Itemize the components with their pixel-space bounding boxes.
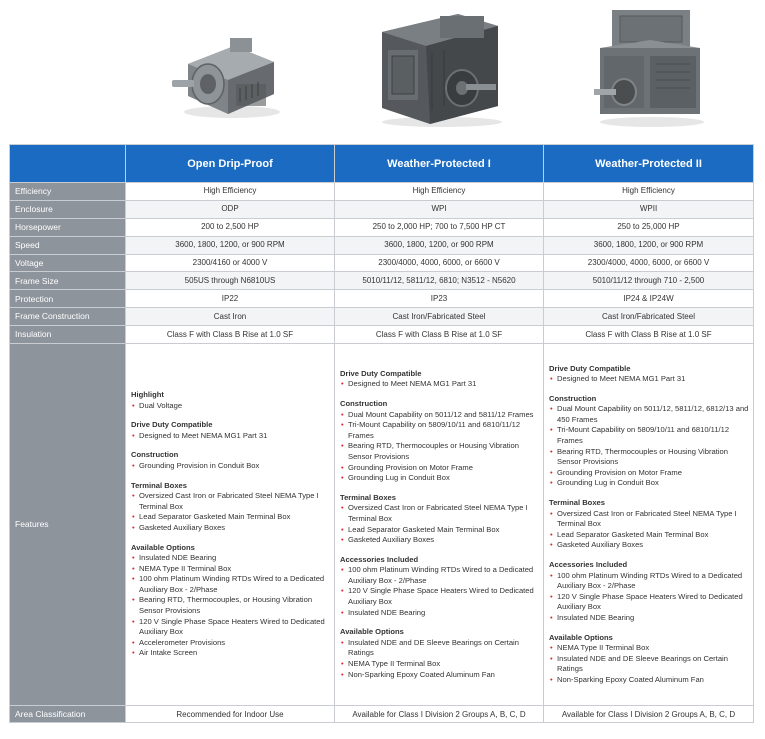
feature-item: • Air Intake Screen — [131, 648, 330, 659]
feature-item: • Lead Separator Gasketed Main Terminal Box — [340, 525, 539, 536]
spec-label: Insulation — [10, 326, 126, 344]
feature-section-title: Highlight — [131, 389, 164, 399]
feature-item: • Dual Mount Capability on 5011/12 and 5811/12 Frames — [340, 410, 539, 421]
spec-value: Class F with Class B Rise at 1.0 SF — [544, 326, 754, 344]
spec-row — [10, 290, 754, 308]
feature-item: • 120 V Single Phase Space Heaters Wired to Dedicated Auxiliary Box — [340, 586, 539, 607]
feature-item: • Oversized Cast Iron or Fabricated Steel NEMA Type I Terminal Box — [340, 503, 539, 524]
features-open-drip-proof — [126, 344, 335, 706]
feature-item: • NEMA Type II Terminal Box — [340, 659, 539, 670]
spec-value: High Efficiency — [335, 183, 544, 201]
feature-item: • Grounding Provision on Motor Frame — [549, 468, 749, 479]
feature-section-title: Construction — [131, 450, 179, 460]
feature-item: • NEMA Type II Terminal Box — [131, 564, 330, 575]
spec-row — [10, 308, 754, 326]
header-open-drip-proof: Open Drip-Proof — [126, 145, 335, 183]
feature-item: • Designed to Meet NEMA MG1 Part 31 — [131, 431, 330, 442]
spec-value: 250 to 2,000 HP; 700 to 7,500 HP CT — [335, 218, 544, 236]
feature-list — [340, 503, 539, 545]
feature-list — [549, 374, 749, 385]
spec-label: Frame Construction — [10, 308, 126, 326]
feature-item: • Oversized Cast Iron or Fabricated Steel NEMA Type I Terminal Box — [131, 491, 330, 512]
features-label: Features — [10, 344, 126, 706]
spec-label: Speed — [10, 236, 126, 254]
feature-item: • Tri-Mount Capability on 5809/10/11 and 6810/11/12 Frames — [340, 420, 539, 441]
spec-rows — [10, 183, 754, 344]
feature-item: • 100 ohm Platinum Winding RTDs Wired to a Dedicated Auxiliary Box - 2/Phase — [549, 571, 749, 592]
header-blank-cell — [10, 145, 126, 183]
spec-value: Cast Iron/Fabricated Steel — [544, 308, 754, 326]
features-weather-protected-i — [335, 344, 544, 706]
feature-list — [131, 461, 330, 472]
feature-list — [340, 379, 539, 390]
spec-value: 3600, 1800, 1200, or 900 RPM — [335, 236, 544, 254]
feature-item: • Gasketed Auxiliary Boxes — [549, 540, 749, 551]
features-row — [10, 344, 754, 706]
feature-item: • Tri-Mount Capability on 5809/10/11 and 6810/11/12 Frames — [549, 425, 749, 446]
spec-table — [9, 144, 754, 723]
feature-section-title: Available Options — [549, 632, 613, 642]
product-images — [0, 0, 765, 140]
feature-section-title: Drive Duty Compatible — [131, 420, 213, 430]
feature-section-title: Construction — [549, 393, 597, 403]
area-classification-label: Area Classification — [10, 706, 126, 723]
feature-item: • 100 ohm Platinum Winding RTDs Wired to a Dedicated Auxiliary Box - 2/Phase — [340, 565, 539, 586]
spec-label: Efficiency — [10, 183, 126, 201]
feature-list — [549, 643, 749, 685]
feature-item: • Dual Voltage — [131, 401, 330, 412]
spec-value: IP24 & IP24W — [544, 290, 754, 308]
feature-item: • Gasketed Auxiliary Boxes — [131, 523, 330, 534]
feature-item: • 120 V Single Phase Space Heaters Wired to Dedicated Auxiliary Box — [131, 617, 330, 638]
spec-label: Frame Size — [10, 272, 126, 290]
feature-item: • Grounding Provision on Motor Frame — [340, 463, 539, 474]
feature-list — [549, 404, 749, 489]
spec-row — [10, 236, 754, 254]
feature-item: • Bearing RTD, Thermocouples or Housing Vibration Sensor Provisions — [340, 441, 539, 462]
spec-value: IP23 — [335, 290, 544, 308]
feature-list — [549, 571, 749, 624]
spec-value: 250 to 25,000 HP — [544, 218, 754, 236]
feature-item: • Non-Sparking Epoxy Coated Aluminum Fan — [340, 670, 539, 681]
feature-item: • Insulated NDE and DE Sleeve Bearings on Certain Ratings — [340, 638, 539, 659]
feature-section-title: Accessories Included — [340, 554, 419, 564]
spec-value: WPI — [335, 200, 544, 218]
features-weather-protected-ii — [544, 344, 754, 706]
spec-value: 5010/11/12 through 710 - 2,500 — [544, 272, 754, 290]
feature-item: • Insulated NDE Bearing — [131, 553, 330, 564]
spec-label: Voltage — [10, 254, 126, 272]
area-open-drip-proof: Recommended for Indoor Use — [126, 706, 335, 723]
feature-item: • Dual Mount Capability on 5011/12, 5811/12, 6812/13 and 450 Frames — [549, 404, 749, 425]
spec-value: 3600, 1800, 1200, or 900 RPM — [544, 236, 754, 254]
feature-section-title: Available Options — [131, 542, 195, 552]
spec-value: Cast Iron/Fabricated Steel — [335, 308, 544, 326]
wpi-motor-image — [370, 10, 510, 128]
feature-section-title: Construction — [340, 398, 388, 408]
spec-row — [10, 272, 754, 290]
feature-item: • Insulated NDE Bearing — [549, 613, 749, 624]
spec-value: 505US through N6810US — [126, 272, 335, 290]
feature-item: • Oversized Cast Iron or Fabricated Steel NEMA Type I Terminal Box — [549, 509, 749, 530]
odp-motor-image — [170, 22, 290, 122]
spec-value: Class F with Class B Rise at 1.0 SF — [126, 326, 335, 344]
feature-item: • Accelerometer Provisions — [131, 638, 330, 649]
spec-value: 2300/4000, 4000, 6000, or 6600 V — [544, 254, 754, 272]
spec-row — [10, 218, 754, 236]
feature-section-title: Drive Duty Compatible — [549, 363, 631, 373]
spec-row — [10, 200, 754, 218]
feature-item: • Grounding Lug in Conduit Box — [340, 473, 539, 484]
spec-value: 2300/4000, 4000, 6000, or 6600 V — [335, 254, 544, 272]
feature-section-title: Terminal Boxes — [131, 480, 187, 490]
feature-item: • Lead Separator Gasketed Main Terminal Box — [131, 512, 330, 523]
feature-item: • 120 V Single Phase Space Heaters Wired to Dedicated Auxiliary Box — [549, 592, 749, 613]
feature-list — [340, 565, 539, 618]
spec-row — [10, 183, 754, 201]
spec-label: Enclosure — [10, 200, 126, 218]
spec-value: ODP — [126, 200, 335, 218]
feature-item: • Insulated NDE Bearing — [340, 608, 539, 619]
area-weather-protected-i: Available for Class I Division 2 Groups A, B, C, D — [335, 706, 544, 723]
feature-list — [131, 553, 330, 659]
spec-value: 2300/4160 or 4000 V — [126, 254, 335, 272]
spec-value: High Efficiency — [126, 183, 335, 201]
feature-list — [131, 491, 330, 533]
feature-item: • Bearing RTD, Thermocouples, or Housing Vibration Sensor Provisions — [131, 595, 330, 616]
area-classification-row — [10, 706, 754, 723]
feature-list — [340, 410, 539, 484]
feature-section-title: Drive Duty Compatible — [340, 368, 422, 378]
feature-section-title: Terminal Boxes — [340, 492, 396, 502]
spec-value: IP22 — [126, 290, 335, 308]
spec-value: 3600, 1800, 1200, or 900 RPM — [126, 236, 335, 254]
feature-list — [131, 401, 330, 412]
feature-list — [340, 638, 539, 680]
header-weather-protected-i: Weather-Protected I — [335, 145, 544, 183]
spec-value: WPII — [544, 200, 754, 218]
feature-item: • Non-Sparking Epoxy Coated Aluminum Fan — [549, 675, 749, 686]
header-weather-protected-ii: Weather-Protected II — [544, 145, 754, 183]
wpii-motor-image — [590, 6, 710, 128]
spec-label: Protection — [10, 290, 126, 308]
spec-row — [10, 254, 754, 272]
spec-label: Horsepower — [10, 218, 126, 236]
feature-item: • Grounding Provision in Conduit Box — [131, 461, 330, 472]
feature-item: • NEMA Type II Terminal Box — [549, 643, 749, 654]
header-row — [10, 145, 754, 183]
feature-item: • Designed to Meet NEMA MG1 Part 31 — [549, 374, 749, 385]
feature-item: • Insulated NDE and DE Sleeve Bearings on Certain Ratings — [549, 654, 749, 675]
feature-section-title: Terminal Boxes — [549, 498, 605, 508]
spec-row — [10, 326, 754, 344]
feature-item: • Bearing RTD, Thermocouples or Housing Vibration Sensor Provisions — [549, 447, 749, 468]
spec-value: 200 to 2,500 HP — [126, 218, 335, 236]
spec-value: 5010/11/12, 5811/12, 6810; N3512 - N5620 — [335, 272, 544, 290]
feature-item: • Lead Separator Gasketed Main Terminal Box — [549, 530, 749, 541]
feature-section-title: Available Options — [340, 627, 404, 637]
feature-item: • 100 ohm Platinum Winding RTDs Wired to a Dedicated Auxiliary Box - 2/Phase — [131, 574, 330, 595]
feature-item: • Designed to Meet NEMA MG1 Part 31 — [340, 379, 539, 390]
feature-list — [131, 431, 330, 442]
spec-value: High Efficiency — [544, 183, 754, 201]
area-weather-protected-ii: Available for Class I Division 2 Groups A, B, C, D — [544, 706, 754, 723]
feature-item: • Gasketed Auxiliary Boxes — [340, 535, 539, 546]
feature-section-title: Accessories Included — [549, 560, 628, 569]
spec-value: Class F with Class B Rise at 1.0 SF — [335, 326, 544, 344]
spec-value: Cast Iron — [126, 308, 335, 326]
feature-item: • Grounding Lug in Conduit Box — [549, 478, 749, 489]
feature-list — [549, 509, 749, 551]
